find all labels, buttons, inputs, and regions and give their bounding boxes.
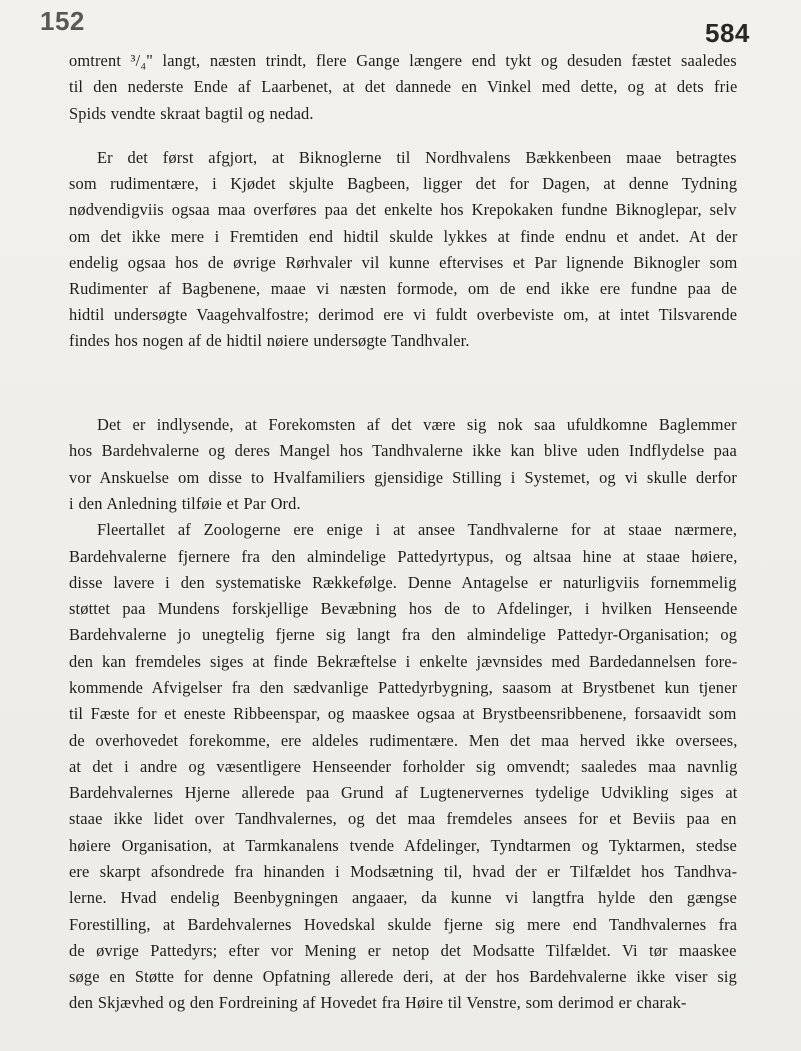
text-line: høiere Organisation, at Tarmkanalens tvende Afdelinger, Tyndtarmen og Tyktarmen, stedse <box>69 836 737 855</box>
text-line: Rudimenter af Bagbenene, maae vi næsten formode, om de end ikke ere fundne paa de <box>69 279 738 298</box>
text-line: søge en Støtte for denne Opfatning allerede deri, at der hos Bardehvalerne ikke viser sig <box>69 967 737 986</box>
text-line: Bardehvalerne jo unegtelig fjerne sig langt fra den almindelige Pattedyr-Organisation; og <box>69 625 738 644</box>
text-line: at det i andre og væsentligere Henseender forholder sig omvendt; saaledes maa navnlig <box>69 757 738 776</box>
text-line: Forestilling, at Bardehvalernes Hovedskal skulde fjerne sig mere end Tandhvalernes fra <box>69 915 738 934</box>
text-line: lerne. Hvad endelig Beenbygningen angaaer, da kunne vi langtfra hylde den gængse <box>69 888 737 907</box>
text-line: endelig ogsaa hos de øvrige Rørhvaler vil kunne eftervises et Par lignende Biknogler som <box>69 253 738 272</box>
text-line: hos Bardehvalerne og deres Mangel hos Tandhvalerne ikke kan blive uden Indflydelse paa <box>69 441 737 460</box>
text-line: om det ikke mere i Fremtiden end hidtil skulde lykkes at finde endnu et andet. At der <box>69 227 738 246</box>
faded-page-number: 152 <box>40 6 85 36</box>
text-line: støttet paa Mundens forskjellige Bevæbning hos de to Afdelinger, i hvilken Henseende <box>69 599 738 618</box>
text-line: omtrent ³/₄" langt, næsten trindt, flere Gange længere end tykt og desuden fæstet saaledes <box>69 51 737 70</box>
text-line: i den Anledning tilføie et Par Ord. <box>69 494 301 513</box>
text-line: ere skarpt afsondrede fra hinanden i Modsætning til, hvad der er Tilfældet hos Tandhva- <box>69 862 738 881</box>
text-line: findes hos nogen af de hidtil nøiere undersøgte Tandhvaler. <box>69 331 470 350</box>
text-line: Bardehvalerne fjernere fra den almindelige Pattedyrtypus, og altsaa hine at staae høiere, <box>69 547 738 566</box>
text-line: hidtil undersøgte Vaagehvalfostre; derimod ere vi fuldt overbeviste om, at intet Tilsvarende <box>69 305 738 324</box>
text-line: Bardehvalernes Hjerne allerede paa Grund af Lugtenervernes tydelige Udvikling siges at <box>69 783 738 802</box>
page-number: 584 <box>705 18 750 48</box>
text-line: til den nederste Ende af Laarbenet, at det dannede en Vinkel med dette, og at dets frie <box>69 77 738 96</box>
text-line: Spids vendte skraat bagtil og nedad. <box>69 104 314 123</box>
text-line: de øvrige Pattedyrs; efter vor Mening er netop det Modsatte Tilfældet. Vi tør maaskee <box>69 941 737 960</box>
text-line: vor Anskuelse om disse to Hvalfamiliers gjensidige Stilling i Systemet, og vi skulle derfor <box>69 468 737 487</box>
text-line: Er det først afgjort, at Biknoglerne til Nordhvalens Bækkenbeen maae betragtes <box>97 148 737 167</box>
text-line: til Fæste for et eneste Ribbeenspar, og maaskee ogsaa at Brystbeensribbenene, forsaavidt som <box>69 704 737 723</box>
text-line: disse lavere i den systematiske Rækkefølge. Denne Antagelse er naturligviis fornemmelig <box>69 573 737 592</box>
text-line: den kan fremdeles siges at finde Bekræftelse i enkelte jævnsides med Bardedannelsen fore- <box>69 652 738 671</box>
text-line: nødvendigviis ogsaa maa overføres paa det enkelte hos Krepokaken fundne Biknoglepar, selv <box>69 200 737 219</box>
text-line: den Skjævhed og den Fordreining af Hovedet fra Høire til Venstre, som derimod er charak- <box>69 993 687 1012</box>
text-line: Det er indlysende, at Forekomsten af det være sig nok saa ufuldkomne Baglemmer <box>97 415 737 434</box>
text-line: Fleertallet af Zoologerne ere enige i at ansee Tandhvalerne for at staae nærmere, <box>97 520 738 539</box>
text-line: som rudimentære, i Kjødet skjulte Bagbeen, ligger det for Dagen, at denne Tydning <box>69 174 738 193</box>
text-line: staae ikke lidet over Tandhvalernes, og det maa fremdeles ansees for et Beviis paa en <box>69 809 737 828</box>
text-line: kommende Afvigelser fra den sædvanlige Pattedyrbygning, saasom at Brystbenet kun tjener <box>69 678 738 697</box>
text-line: de overhovedet forekomme, ere aldeles rudimentære. Men det maa herved ikke oversees, <box>69 731 738 750</box>
